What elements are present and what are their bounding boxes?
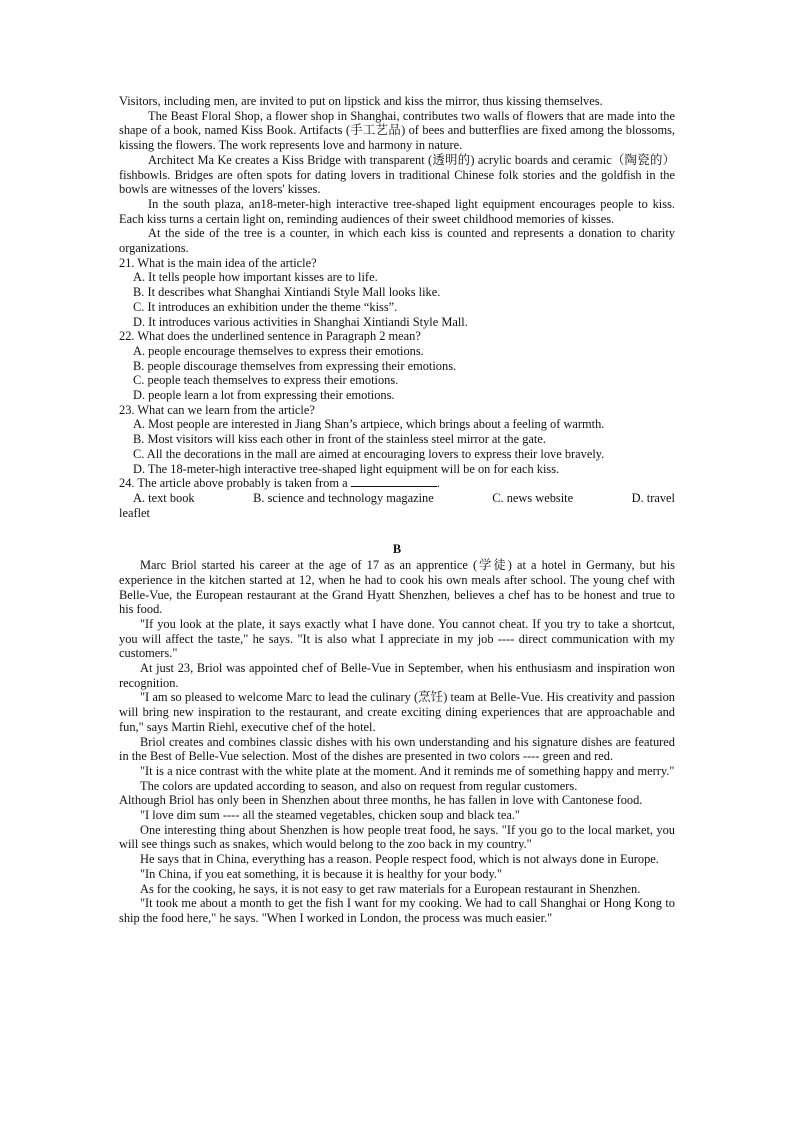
- option-c: C. All the decorations in the mall are aimed at encouraging lovers to express their love bravely.: [133, 446, 605, 461]
- option-a: A. text book: [133, 490, 195, 505]
- question-stem-end: .: [436, 476, 440, 491]
- question-stem: [119, 476, 675, 491]
- passage-paragraph: One interesting thing about Shenzhen is how people treat food, he says. "If you go to the local market, you will see things such as snakes, which would belong to the zoo back in my country.": [119, 822, 675, 852]
- options-row: [119, 491, 675, 506]
- option-c: C. people teach themselves to express their emotions.: [133, 373, 399, 388]
- option-d: D. The 18-meter-high interactive tree-shaped light equipment will be on for each kiss.: [133, 461, 560, 476]
- passage-paragraph: "It is a nice contrast with the white plate at the moment. And it reminds me of something happy and merry.": [140, 763, 675, 778]
- passage-paragraph: In the south plaza, an18-meter-high interactive tree-shaped light equipment encourages people to kiss. Each kiss turns a certain light on, reminding audiences of their sweet childhood memories of kisses.: [119, 196, 675, 226]
- question-21: [119, 256, 675, 330]
- passage-paragraph: At just 23, Briol was appointed chef of Belle-Vue in September, when his enthusiasm and inspiration won recognition.: [119, 661, 675, 690]
- passage-paragraph: "I am so pleased to welcome Marc to lead the culinary (烹饪) team at Belle-Vue. His creativity and passion will bring new inspiration to the restaurant, and create exciting dining experiences that are approachable and fun," says Martin Riehl, executive chef of the hotel.: [119, 690, 675, 734]
- passage-paragraph: The colors are updated according to season, and also on request from regular customers.: [140, 778, 578, 793]
- question-24: [119, 476, 675, 520]
- question-22: [119, 329, 675, 403]
- option-c: C. It introduces an exhibition under the theme “kiss”.: [133, 299, 398, 314]
- question-stem: 23. What can we learn from the article?: [119, 402, 315, 417]
- option-a: A. It tells people how important kisses are to life.: [133, 270, 378, 285]
- question-23: [119, 403, 675, 477]
- passage-paragraph: Briol creates and combines classic dishes with his own understanding and his signature dishes are featured in the Best of Belle-Vue selection. Most of the dishes are presented in two colors ---- green and red.: [119, 734, 675, 764]
- document-page: [119, 94, 675, 926]
- question-stem-text: 24. The article above probably is taken from a: [119, 476, 348, 491]
- option-b: B. science and technology magazine: [253, 490, 434, 505]
- passage-paragraph: Architect Ma Ke creates a Kiss Bridge with transparent (透明的) acrylic boards and ceramic（陶瓷的）fishbowls. Bridges are often spots for dating lovers in traditional Chinese folk stories and the goldfish in the bowls are witnesses of the lovers' kisses.: [119, 152, 675, 197]
- option-d: D. It introduces various activities in Shanghai Xintiandi Style Mall.: [133, 314, 468, 329]
- option-d: D. travel: [631, 490, 675, 505]
- answer-blank: [351, 476, 437, 487]
- option-a: A. people encourage themselves to express their emotions.: [133, 343, 424, 358]
- passage-paragraph: As for the cooking, he says, it is not easy to get raw materials for a European restaurant in Shenzhen.: [140, 881, 641, 896]
- passage-paragraph: "I love dim sum ---- all the steamed vegetables, chicken soup and black tea.": [140, 808, 520, 823]
- question-stem: 21. What is the main idea of the article?: [119, 255, 317, 270]
- option-c: C. news website: [492, 490, 574, 505]
- passage-paragraph: Marc Briol started his career at the age of 17 as an apprentice (学徒) at a hotel in Germany, but his experience in the kitchen started at 12, when he had to cook his own meals after school. The young chef with Belle-Vue, the European restaurant at the Grand Hyatt Shenzhen, believes a chef has to be honest and true to his food.: [119, 558, 675, 617]
- passage-paragraph: "It took me about a month to get the fish I want for my cooking. We had to call Shanghai or Hong Kong to ship the food here," he says. "When I worked in London, the process was much easier.": [119, 896, 675, 925]
- passage-paragraph: Visitors, including men, are invited to put on lipstick and kiss the mirror, thus kissing themselves.: [119, 94, 603, 108]
- passage-paragraph: The Beast Floral Shop, a flower shop in Shanghai, contributes two walls of flowers that are made into the shape of a book, named Kiss Book. Artifacts (手工艺品) of bees and butterflies are fixed among the blossoms, kissing the flowers. The work represents love and harmony in nature.: [119, 108, 675, 153]
- option-b: B. It describes what Shanghai Xintiandi Style Mall looks like.: [133, 285, 441, 300]
- passage-paragraph: At the side of the tree is a counter, in which each kiss is counted and represents a donation to charity organizations.: [119, 226, 675, 256]
- passage-paragraph: "If you look at the plate, it says exactly what I have done. You cannot cheat. If you try to take a shortcut, you will affect the taste," he says. "It is also what I appreciate in my job ---- direct communication with my customers.": [119, 616, 675, 661]
- section-heading: B: [392, 542, 402, 557]
- option-b: B. people discourage themselves from expressing their emotions.: [133, 358, 457, 373]
- passage-paragraph: He says that in China, everything has a reason. People respect food, which is not always done in Europe.: [140, 852, 659, 867]
- option-d-continuation: leaflet: [119, 505, 150, 520]
- passage-paragraph: Although Briol has only been in Shenzhen about three months, he has fallen in love with Cantonese food.: [119, 793, 643, 808]
- option-d: D. people learn a lot from expressing their emotions.: [133, 388, 395, 403]
- passage-paragraph: "In China, if you eat something, it is because it is healthy for your body.": [140, 866, 503, 881]
- question-stem: 22. What does the underlined sentence in Paragraph 2 mean?: [119, 329, 421, 344]
- option-a: A. Most people are interested in Jiang Shan’s artpiece, which brings about a feeling of warmth.: [133, 417, 605, 432]
- option-b: B. Most visitors will kiss each other in front of the stainless steel mirror at the gate.: [133, 432, 546, 447]
